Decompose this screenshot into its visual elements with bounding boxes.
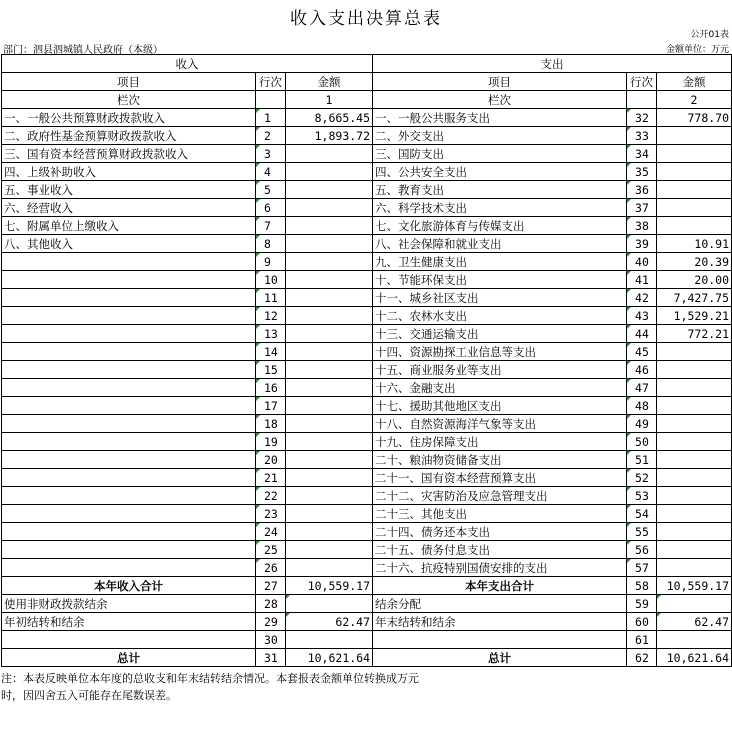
column-header-row <box>2 73 732 91</box>
expense-distribution-line: 59 <box>627 595 657 613</box>
table-row <box>2 469 732 487</box>
expense-column-label: 栏次 <box>373 91 627 109</box>
carryover-row <box>2 613 732 631</box>
expense-line: 48 <box>627 397 657 415</box>
income-line: 5 <box>256 181 286 199</box>
income-item <box>2 559 256 577</box>
footnote-line: 时，因四舍五入可能存在尾数误差。 <box>1 689 177 702</box>
table-row <box>2 289 732 307</box>
income-line: 25 <box>256 541 286 559</box>
department-label: 部门：泗县泗城镇人民政府（本级） <box>3 45 163 56</box>
income-amount: 1,893.72 <box>286 127 373 145</box>
table-row <box>2 145 732 163</box>
expense-grand-total-amount: 10,621.64 <box>657 649 732 667</box>
income-item <box>2 505 256 523</box>
income-amount <box>286 289 373 307</box>
income-amount <box>286 523 373 541</box>
expense-grand-total-label: 总计 <box>373 649 627 667</box>
income-item <box>2 307 256 325</box>
grand-total-row <box>2 649 732 667</box>
table-row <box>2 433 732 451</box>
income-line-header: 行次 <box>256 73 286 91</box>
table-row <box>2 325 732 343</box>
income-amount <box>286 181 373 199</box>
table-footer <box>2 577 732 667</box>
expense-line: 52 <box>627 469 657 487</box>
income-line-index <box>256 91 286 109</box>
expense-item: 十二、农林水支出 <box>373 307 627 325</box>
income-line: 4 <box>256 163 286 181</box>
report-title: 收入支出决算总表 <box>290 9 442 29</box>
expense-amount: 772.21 <box>657 325 732 343</box>
table-row <box>2 217 732 235</box>
income-item <box>2 523 256 541</box>
income-line: 10 <box>256 271 286 289</box>
table-row <box>2 307 732 325</box>
income-item <box>2 415 256 433</box>
expense-year-total-amount: 10,559.17 <box>657 577 732 595</box>
table-body <box>2 109 732 577</box>
expense-amount <box>657 343 732 361</box>
income-amount <box>286 559 373 577</box>
income-begin-carryover-line: 29 <box>256 613 286 631</box>
income-line: 21 <box>256 469 286 487</box>
expense-line: 47 <box>627 379 657 397</box>
income-item: 一、一般公共预算财政拨款收入 <box>2 109 256 127</box>
income-item: 五、事业收入 <box>2 181 256 199</box>
expense-blank-line: 61 <box>627 631 657 649</box>
expense-item: 八、社会保障和就业支出 <box>373 235 627 253</box>
expense-distribution-label: 结余分配 <box>373 595 627 613</box>
footnote <box>1 670 419 704</box>
income-item <box>2 361 256 379</box>
income-item <box>2 271 256 289</box>
expense-amount: 20.00 <box>657 271 732 289</box>
expense-amount <box>657 145 732 163</box>
expense-line: 57 <box>627 559 657 577</box>
expense-amount <box>657 361 732 379</box>
income-amount <box>286 433 373 451</box>
income-amount <box>286 415 373 433</box>
income-section-header: 收入 <box>2 55 373 73</box>
expense-amount: 778.70 <box>657 109 732 127</box>
year-total-row <box>2 577 732 595</box>
income-grand-total-label: 总计 <box>2 649 256 667</box>
income-nonfiscal-line: 28 <box>256 595 286 613</box>
income-amount <box>286 307 373 325</box>
expense-amount <box>657 523 732 541</box>
expense-amount <box>657 433 732 451</box>
expense-item: 一、一般公共服务支出 <box>373 109 627 127</box>
income-blank-line: 30 <box>256 631 286 649</box>
income-item: 三、国有资本经营预算财政拨款收入 <box>2 145 256 163</box>
expense-end-carryover-line: 60 <box>627 613 657 631</box>
expense-line: 32 <box>627 109 657 127</box>
expense-amount: 20.39 <box>657 253 732 271</box>
table-row <box>2 487 732 505</box>
expense-item: 十、节能环保支出 <box>373 271 627 289</box>
table-row <box>2 253 732 271</box>
income-item: 二、政府性基金预算财政拨款收入 <box>2 127 256 145</box>
expense-line: 53 <box>627 487 657 505</box>
income-line: 23 <box>256 505 286 523</box>
section-header-row <box>2 55 732 73</box>
expense-blank-amount <box>657 631 732 649</box>
expense-line: 56 <box>627 541 657 559</box>
expense-item: 十一、城乡社区支出 <box>373 289 627 307</box>
expense-amount <box>657 469 732 487</box>
expense-grand-total-line: 62 <box>627 649 657 667</box>
expense-amount: 1,529.21 <box>657 307 732 325</box>
income-line: 7 <box>256 217 286 235</box>
expense-amount <box>657 397 732 415</box>
expense-section-header: 支出 <box>373 55 732 73</box>
income-item <box>2 541 256 559</box>
column-index-row <box>2 91 732 109</box>
footnote-line: 注：本表反映单位本年度的总收支和年末结转结余情况。本套报表金额单位转换成万元 <box>1 672 419 685</box>
expense-item: 十七、援助其他地区支出 <box>373 397 627 415</box>
income-amount <box>286 235 373 253</box>
expense-line: 46 <box>627 361 657 379</box>
income-amount <box>286 505 373 523</box>
table-row <box>2 181 732 199</box>
expense-line-header: 行次 <box>627 73 657 91</box>
income-line: 26 <box>256 559 286 577</box>
expense-distribution-amount <box>657 595 732 613</box>
income-amount <box>286 217 373 235</box>
income-line: 15 <box>256 361 286 379</box>
expense-item: 五、教育支出 <box>373 181 627 199</box>
expense-line: 37 <box>627 199 657 217</box>
income-amount <box>286 325 373 343</box>
expense-line: 44 <box>627 325 657 343</box>
income-year-total-label: 本年收入合计 <box>2 577 256 595</box>
table-row <box>2 451 732 469</box>
expense-amount-header: 金额 <box>657 73 732 91</box>
income-line: 12 <box>256 307 286 325</box>
income-amount <box>286 487 373 505</box>
income-amount-header: 金额 <box>286 73 373 91</box>
expense-line: 42 <box>627 289 657 307</box>
expense-item: 十六、金融支出 <box>373 379 627 397</box>
income-column-label: 栏次 <box>2 91 256 109</box>
income-nonfiscal-label: 使用非财政拨款结余 <box>2 595 256 613</box>
expense-item: 九、卫生健康支出 <box>373 253 627 271</box>
income-line: 1 <box>256 109 286 127</box>
income-line: 22 <box>256 487 286 505</box>
expense-item-header: 项目 <box>373 73 627 91</box>
expense-amount <box>657 505 732 523</box>
expense-amount <box>657 451 732 469</box>
expense-item: 二十、粮油物资储备支出 <box>373 451 627 469</box>
expense-line: 51 <box>627 451 657 469</box>
income-year-total-line: 27 <box>256 577 286 595</box>
income-line: 11 <box>256 289 286 307</box>
table-row <box>2 199 732 217</box>
income-item: 六、经营收入 <box>2 199 256 217</box>
income-item <box>2 343 256 361</box>
expense-year-total-label: 本年支出合计 <box>373 577 627 595</box>
expense-line: 35 <box>627 163 657 181</box>
income-line: 3 <box>256 145 286 163</box>
expense-line-index <box>627 91 657 109</box>
expense-amount <box>657 559 732 577</box>
expense-line: 55 <box>627 523 657 541</box>
expense-item: 三、国防支出 <box>373 145 627 163</box>
expense-line: 50 <box>627 433 657 451</box>
amount-unit-label: 金额单位：万元 <box>665 45 729 55</box>
income-item: 七、附属单位上缴收入 <box>2 217 256 235</box>
expense-item: 七、文化旅游体育与传媒支出 <box>373 217 627 235</box>
blank-row <box>2 631 732 649</box>
table-row <box>2 379 732 397</box>
table-row <box>2 505 732 523</box>
income-item <box>2 487 256 505</box>
expense-line: 39 <box>627 235 657 253</box>
expense-item: 十五、商业服务业等支出 <box>373 361 627 379</box>
expense-item: 十八、自然资源海洋气象等支出 <box>373 415 627 433</box>
table-row <box>2 271 732 289</box>
expense-item: 二十一、国有资本经营预算支出 <box>373 469 627 487</box>
expense-amount: 10.91 <box>657 235 732 253</box>
income-grand-total-line: 31 <box>256 649 286 667</box>
expense-blank-label <box>373 631 627 649</box>
expense-line: 49 <box>627 415 657 433</box>
income-column-number: 1 <box>286 91 373 109</box>
income-item <box>2 397 256 415</box>
expense-item: 二十五、债务付息支出 <box>373 541 627 559</box>
form-number: 公开01表 <box>690 30 729 40</box>
income-amount <box>286 163 373 181</box>
expense-end-carryover-label: 年末结转和结余 <box>373 613 627 631</box>
income-amount <box>286 271 373 289</box>
expense-amount <box>657 163 732 181</box>
table-row <box>2 559 732 577</box>
expense-item: 十四、资源勘探工业信息等支出 <box>373 343 627 361</box>
table-row <box>2 163 732 181</box>
expense-item: 六、科学技术支出 <box>373 199 627 217</box>
table-row <box>2 235 732 253</box>
income-blank-amount <box>286 631 373 649</box>
income-item <box>2 289 256 307</box>
table-row <box>2 109 732 127</box>
expense-item: 二十三、其他支出 <box>373 505 627 523</box>
expense-line: 45 <box>627 343 657 361</box>
income-line: 16 <box>256 379 286 397</box>
income-item <box>2 451 256 469</box>
expense-item: 十三、交通运输支出 <box>373 325 627 343</box>
income-expense-table <box>1 54 732 667</box>
income-begin-carryover-amount: 62.47 <box>286 613 373 631</box>
expense-item: 二、外交支出 <box>373 127 627 145</box>
income-item: 四、上级补助收入 <box>2 163 256 181</box>
expense-item: 二十六、抗疫特别国债安排的支出 <box>373 559 627 577</box>
expense-amount <box>657 415 732 433</box>
expense-amount <box>657 487 732 505</box>
income-item <box>2 325 256 343</box>
income-blank-label <box>2 631 256 649</box>
expense-line: 34 <box>627 145 657 163</box>
income-amount <box>286 343 373 361</box>
expense-end-carryover-amount: 62.47 <box>657 613 732 631</box>
expense-amount <box>657 217 732 235</box>
expense-year-total-line: 58 <box>627 577 657 595</box>
expense-line: 33 <box>627 127 657 145</box>
expense-line: 43 <box>627 307 657 325</box>
income-nonfiscal-amount <box>286 595 373 613</box>
income-line: 18 <box>256 415 286 433</box>
expense-amount <box>657 379 732 397</box>
income-item <box>2 379 256 397</box>
income-line: 6 <box>256 199 286 217</box>
table-row <box>2 415 732 433</box>
income-line: 8 <box>256 235 286 253</box>
income-amount <box>286 469 373 487</box>
income-line: 14 <box>256 343 286 361</box>
expense-column-number: 2 <box>657 91 732 109</box>
expense-item: 二十二、灾害防治及应急管理支出 <box>373 487 627 505</box>
income-amount <box>286 451 373 469</box>
expense-line: 38 <box>627 217 657 235</box>
expense-amount: 7,427.75 <box>657 289 732 307</box>
income-amount <box>286 379 373 397</box>
income-line: 24 <box>256 523 286 541</box>
income-year-total-amount: 10,559.17 <box>286 577 373 595</box>
table-row <box>2 541 732 559</box>
income-line: 9 <box>256 253 286 271</box>
expense-item: 二十四、债务还本支出 <box>373 523 627 541</box>
income-amount <box>286 253 373 271</box>
income-amount <box>286 541 373 559</box>
expense-amount <box>657 181 732 199</box>
expense-amount <box>657 127 732 145</box>
expense-line: 54 <box>627 505 657 523</box>
income-line: 2 <box>256 127 286 145</box>
income-item <box>2 253 256 271</box>
income-line: 17 <box>256 397 286 415</box>
income-line: 20 <box>256 451 286 469</box>
income-amount <box>286 361 373 379</box>
income-line: 13 <box>256 325 286 343</box>
income-grand-total-amount: 10,621.64 <box>286 649 373 667</box>
table-row <box>2 127 732 145</box>
table-row <box>2 343 732 361</box>
expense-line: 41 <box>627 271 657 289</box>
income-item-header: 项目 <box>2 73 256 91</box>
expense-item: 四、公共安全支出 <box>373 163 627 181</box>
income-amount <box>286 145 373 163</box>
expense-item: 十九、住房保障支出 <box>373 433 627 451</box>
income-amount: 8,665.45 <box>286 109 373 127</box>
income-item <box>2 469 256 487</box>
income-begin-carryover-label: 年初结转和结余 <box>2 613 256 631</box>
table-row <box>2 523 732 541</box>
nonfiscal-row <box>2 595 732 613</box>
income-item <box>2 433 256 451</box>
income-amount <box>286 199 373 217</box>
table-row <box>2 397 732 415</box>
income-item: 八、其他收入 <box>2 235 256 253</box>
expense-line: 40 <box>627 253 657 271</box>
expense-amount <box>657 199 732 217</box>
expense-amount <box>657 541 732 559</box>
expense-line: 36 <box>627 181 657 199</box>
table-row <box>2 361 732 379</box>
income-line: 19 <box>256 433 286 451</box>
income-amount <box>286 397 373 415</box>
